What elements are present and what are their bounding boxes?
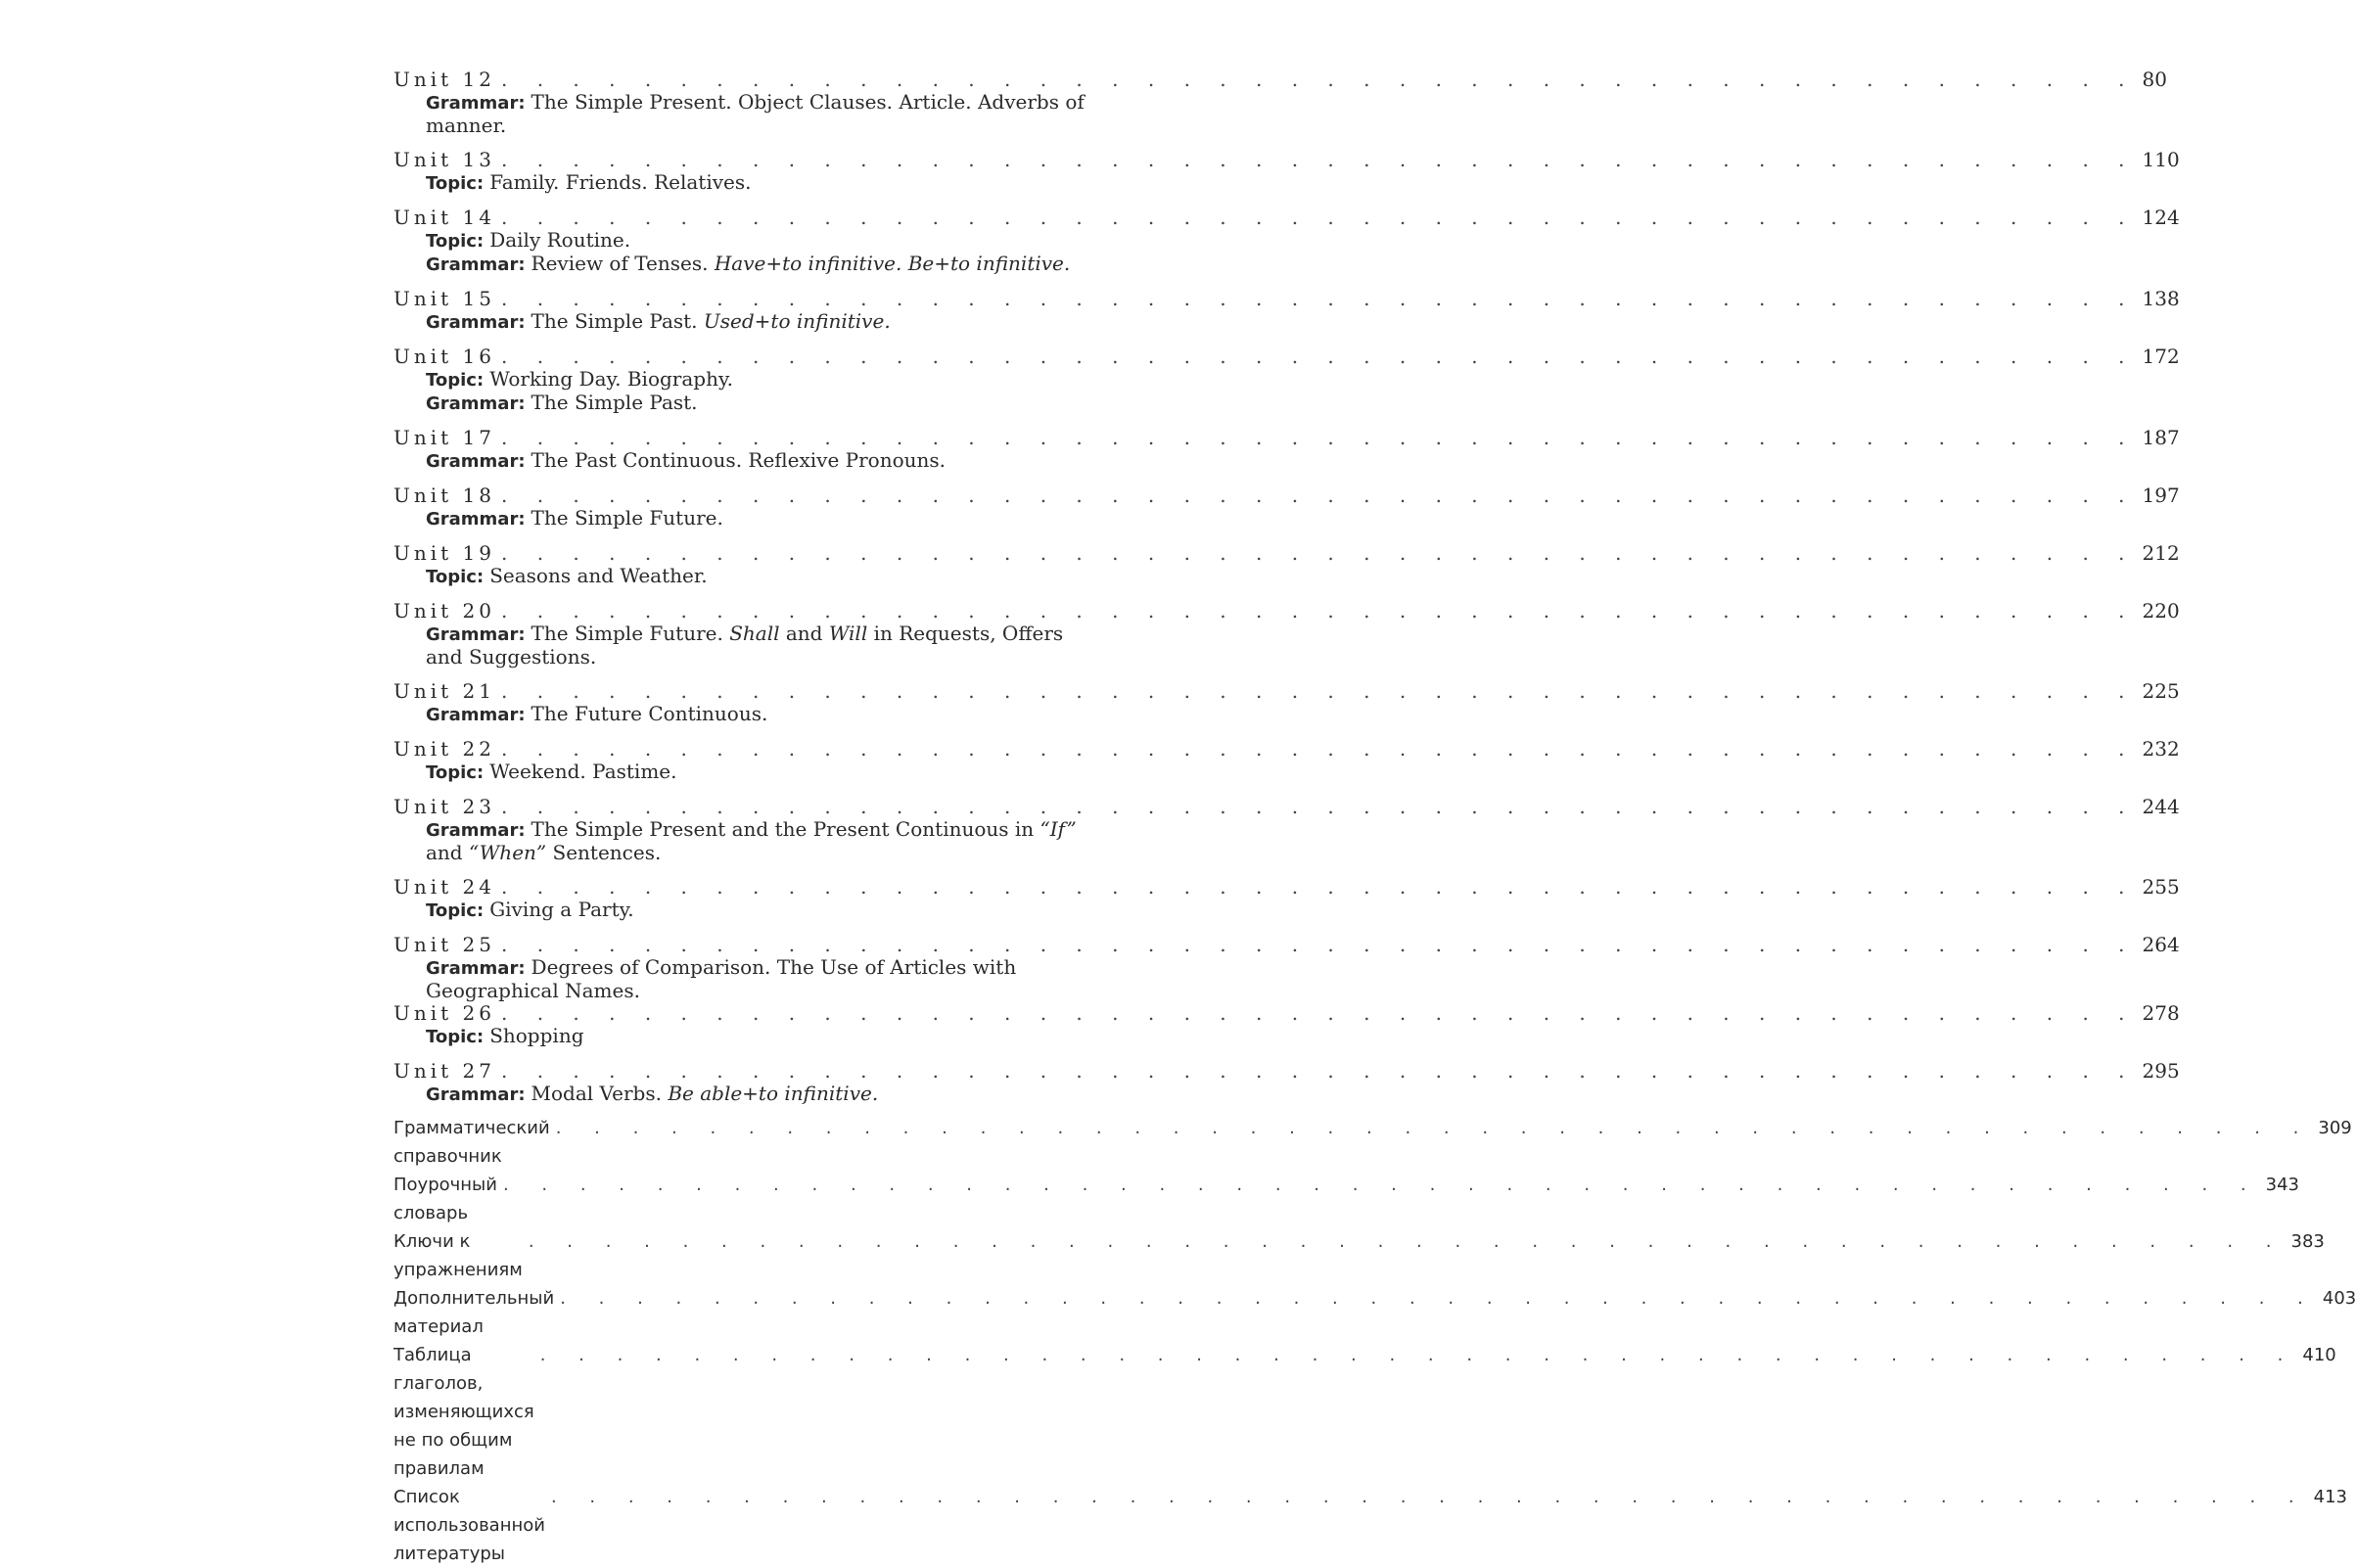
section-type-label: Topic:	[426, 231, 485, 252]
dot-leader: . . . . . . . . . . . . . . . . . . . . . . . . . . . . . . . . . . . . . . . . . . . . . .	[500, 287, 2137, 310]
unit-title: Unit 26	[393, 1001, 495, 1025]
page-number: 110	[2142, 148, 2180, 171]
section-description: Family. Friends. Relatives.	[489, 170, 752, 194]
back-matter-title: Таблица глаголов, изменяющихся не по общим правилам	[393, 1345, 534, 1479]
dot-leader: . . . . . . . . . . . . . . . . . . . . . . . . . . . . . . . . . . . . . . . . . . . . . .	[500, 148, 2137, 171]
back-matter-entry	[393, 1341, 2336, 1483]
toc-entry-heading	[393, 541, 2180, 565]
section-type-label: Grammar:	[426, 451, 526, 472]
section-type-label: Grammar:	[426, 509, 526, 530]
page-number: 278	[2142, 1001, 2180, 1025]
dot-leader: . . . . . . . . . . . . . . . . . . . . . . . . . . . . . . . . . . . . . . . . . . . . . .	[550, 1487, 2308, 1507]
page-number: 80	[2142, 68, 2167, 91]
unit-title: Unit 12	[393, 68, 495, 91]
dot-leader: . . . . . . . . . . . . . . . . . . . . . . . . . . . . . . . . . . . . . . . . . . . . . .	[500, 933, 2137, 956]
table-of-contents	[393, 68, 2356, 1568]
section-description: The Simple Past.	[531, 391, 698, 414]
dot-leader: . . . . . . . . . . . . . . . . . . . . . . . . . . . . . . . . . . . . . . . . . . . . . .	[560, 1288, 2317, 1309]
unit-title: Unit 27	[393, 1059, 495, 1083]
unit-title: Unit 24	[393, 875, 495, 899]
toc-entry-description	[426, 761, 1091, 784]
section-description: Degrees of Comparison. The Use of Articles with Geographical Names.	[426, 955, 1017, 1002]
section-type-label: Topic:	[426, 1027, 485, 1047]
toc-entry	[393, 287, 2180, 334]
unit-title: Unit 15	[393, 287, 495, 310]
dot-leader: . . . . . . . . . . . . . . . . . . . . . . . . . . . . . . . . . . . . . . . . . . . . . .	[500, 795, 2137, 818]
unit-title: Unit 19	[393, 541, 495, 565]
unit-title: Unit 13	[393, 148, 495, 171]
unit-title: Unit 25	[393, 933, 495, 956]
toc-entry-description	[426, 703, 1091, 726]
dot-leader: . . . . . . . . . . . . . . . . . . . . . . . . . . . . . . . . . . . . . . . . . . . . . .	[500, 679, 2137, 703]
section-description: Shopping	[489, 1024, 584, 1047]
dot-leader: . . . . . . . . . . . . . . . . . . . . . . . . . . . . . . . . . . . . . . . . . . . . . .	[555, 1118, 2313, 1138]
toc-entry-heading	[393, 933, 2180, 956]
section-description: The Future Continuous.	[531, 702, 768, 725]
toc-entry	[393, 933, 2180, 1002]
section-type-label: Grammar:	[426, 1084, 526, 1105]
toc-entry-heading	[393, 599, 2180, 623]
toc-entry	[393, 541, 2180, 588]
toc-entry	[393, 679, 2180, 726]
section-description: Working Day. Biography.	[489, 367, 733, 391]
section-type-label: Grammar:	[426, 312, 526, 333]
section-type-label: Grammar:	[426, 393, 526, 414]
unit-title: Unit 16	[393, 345, 495, 368]
toc-entry-heading	[393, 737, 2180, 761]
toc-entry	[393, 345, 2180, 415]
section-type-label: Grammar:	[426, 958, 526, 979]
toc-entry-description	[426, 899, 1091, 922]
toc-entry	[393, 737, 2180, 784]
page-number: 383	[2290, 1231, 2325, 1252]
section-description: The Past Continuous. Reflexive Pronouns.	[531, 448, 947, 472]
page-number: 403	[2322, 1288, 2356, 1309]
toc-entry-heading	[393, 68, 2167, 91]
section-description: Modal Verbs. Be able+to infinitive.	[531, 1082, 879, 1105]
toc-entry-heading	[393, 1001, 2180, 1025]
section-type-label: Grammar:	[426, 705, 526, 725]
dot-leader: . . . . . . . . . . . . . . . . . . . . . . . . . . . . . . . . . . . . . . . . . . . . . .	[500, 206, 2137, 229]
section-type-label: Topic:	[426, 567, 485, 587]
toc-entry-heading	[393, 148, 2180, 171]
dot-leader: . . . . . . . . . . . . . . . . . . . . . . . . . . . . . . . . . . . . . . . . . . . . . .	[500, 1001, 2137, 1025]
toc-entry-description	[426, 818, 1091, 864]
dot-leader: . . . . . . . . . . . . . . . . . . . . . . . . . . . . . . . . . . . . . . . . . . . . . .	[500, 68, 2137, 91]
dot-leader: . . . . . . . . . . . . . . . . . . . . . . . . . . . . . . . . . . . . . . . . . . . . . .	[500, 345, 2137, 368]
back-matter-title: Ключи к упражнениям	[393, 1231, 523, 1280]
page-number: 309	[2318, 1118, 2352, 1138]
dot-leader: . . . . . . . . . . . . . . . . . . . . . . . . . . . . . . . . . . . . . . . . . . . . . .	[500, 1059, 2137, 1083]
section-description: The Simple Future. Shall and Will in Requests, Offers and Suggestions.	[426, 622, 1064, 669]
toc-entry	[393, 599, 2180, 669]
toc-entry	[393, 875, 2180, 922]
back-matter-title: Дополнительный материал	[393, 1288, 555, 1337]
toc-entry-heading	[393, 287, 2180, 310]
section-type-label: Topic:	[426, 900, 485, 921]
page-number: 244	[2142, 795, 2180, 818]
section-type-label: Topic:	[426, 370, 485, 391]
dot-leader: . . . . . . . . . . . . . . . . . . . . . . . . . . . . . . . . . . . . . . . . . . . . . .	[500, 541, 2137, 565]
page-number: 220	[2142, 599, 2180, 623]
page-number: 232	[2142, 737, 2180, 761]
page-number: 172	[2142, 345, 2180, 368]
page-number: 343	[2265, 1175, 2299, 1195]
section-description: Weekend. Pastime.	[489, 760, 677, 783]
toc-entry-heading	[393, 206, 2180, 229]
page-number: 124	[2142, 206, 2180, 229]
toc-entry	[393, 426, 2180, 473]
back-matter-entry	[393, 1114, 2352, 1171]
back-matter-entry	[393, 1483, 2347, 1568]
toc-entry-description	[426, 368, 1091, 392]
page-number: 197	[2142, 484, 2180, 507]
back-matter-list	[393, 1114, 2356, 1568]
dot-leader: . . . . . . . . . . . . . . . . . . . . . . . . . . . . . . . . . . . . . . . . . . . . . .	[539, 1345, 2297, 1365]
unit-title: Unit 22	[393, 737, 495, 761]
section-type-label: Grammar:	[426, 93, 526, 114]
section-type-label: Topic:	[426, 762, 485, 783]
dot-leader: . . . . . . . . . . . . . . . . . . . . . . . . . . . . . . . . . . . . . . . . . . . . . .	[500, 484, 2137, 507]
section-description: Review of Tenses. Have+to infinitive. Be+to infinitive.	[531, 252, 1071, 275]
toc-entry-description	[426, 229, 1091, 253]
dot-leader: . . . . . . . . . . . . . . . . . . . . . . . . . . . . . . . . . . . . . . . . . . . . . .	[500, 737, 2137, 761]
back-matter-entry	[393, 1284, 2356, 1341]
section-description: The Simple Present. Object Clauses. Article. Adverbs of manner.	[426, 90, 1085, 137]
toc-entry-description	[426, 392, 1091, 415]
toc-entry	[393, 1001, 2180, 1048]
dot-leader: . . . . . . . . . . . . . . . . . . . . . . . . . . . . . . . . . . . . . . . . . . . . . .	[500, 426, 2137, 449]
toc-entry-description	[426, 565, 1091, 588]
toc-entry-heading	[393, 679, 2180, 703]
section-description: The Simple Past. Used+to infinitive.	[531, 309, 891, 333]
toc-entry-description	[426, 1083, 1091, 1106]
page-number: 187	[2142, 426, 2180, 449]
toc-entry-heading	[393, 426, 2180, 449]
toc-entry-description	[426, 449, 1091, 473]
section-type-label: Grammar:	[426, 820, 526, 841]
back-matter-entry	[393, 1171, 2299, 1227]
toc-entry-description	[426, 171, 1091, 195]
back-matter-title: Поурочный словарь	[393, 1175, 497, 1223]
back-matter-entry	[393, 1227, 2325, 1284]
toc-entry-description	[426, 623, 1091, 669]
section-description: Giving a Party.	[489, 898, 634, 921]
unit-title: Unit 20	[393, 599, 495, 623]
section-description: Seasons and Weather.	[489, 564, 708, 587]
section-description: The Simple Present and the Present Continuous in “If” and “When” Sentences.	[426, 817, 1077, 864]
unit-title: Unit 23	[393, 795, 495, 818]
toc-entry-description	[426, 507, 1091, 530]
toc-entry-description	[426, 1025, 1091, 1048]
unit-title: Unit 14	[393, 206, 495, 229]
toc-entry	[393, 68, 2167, 137]
section-type-label: Topic:	[426, 173, 485, 194]
toc-entry	[393, 795, 2180, 864]
unit-title: Unit 17	[393, 426, 495, 449]
page-number: 138	[2142, 287, 2180, 310]
toc-entry-heading	[393, 1059, 2180, 1083]
toc-entry-description	[426, 91, 1091, 137]
toc-entry-description	[426, 956, 1091, 1002]
section-type-label: Grammar:	[426, 254, 526, 275]
back-matter-title: Грамматический справочник	[393, 1118, 550, 1167]
toc-entry	[393, 206, 2180, 276]
toc-entry	[393, 1059, 2180, 1106]
toc-entry-heading	[393, 875, 2180, 899]
toc-entry-heading	[393, 345, 2180, 368]
toc-entry-description	[426, 253, 1091, 276]
page-number: 295	[2142, 1059, 2180, 1083]
unit-list	[393, 68, 2180, 1106]
toc-entry-heading	[393, 795, 2180, 818]
toc-entry-heading	[393, 484, 2180, 507]
page-number: 212	[2142, 541, 2180, 565]
dot-leader: . . . . . . . . . . . . . . . . . . . . . . . . . . . . . . . . . . . . . . . . . . . . . .	[502, 1175, 2260, 1195]
dot-leader: . . . . . . . . . . . . . . . . . . . . . . . . . . . . . . . . . . . . . . . . . . . . . .	[500, 875, 2137, 899]
unit-title: Unit 18	[393, 484, 495, 507]
page-number: 225	[2142, 679, 2180, 703]
back-matter-title: Список использованной литературы	[393, 1487, 545, 1564]
section-type-label: Grammar:	[426, 624, 526, 645]
section-description: The Simple Future.	[531, 506, 723, 530]
toc-entry	[393, 148, 2180, 195]
page-number: 413	[2313, 1487, 2347, 1507]
section-description: Daily Routine.	[489, 228, 631, 252]
page-number: 410	[2302, 1345, 2336, 1365]
page-number: 264	[2142, 933, 2180, 956]
page-number: 255	[2142, 875, 2180, 899]
unit-title: Unit 21	[393, 679, 495, 703]
toc-entry	[393, 484, 2180, 530]
dot-leader: . . . . . . . . . . . . . . . . . . . . . . . . . . . . . . . . . . . . . . . . . . . . . .	[528, 1231, 2286, 1252]
toc-entry-description	[426, 310, 1091, 334]
dot-leader: . . . . . . . . . . . . . . . . . . . . . . . . . . . . . . . . . . . . . . . . . . . . . .	[500, 599, 2137, 623]
